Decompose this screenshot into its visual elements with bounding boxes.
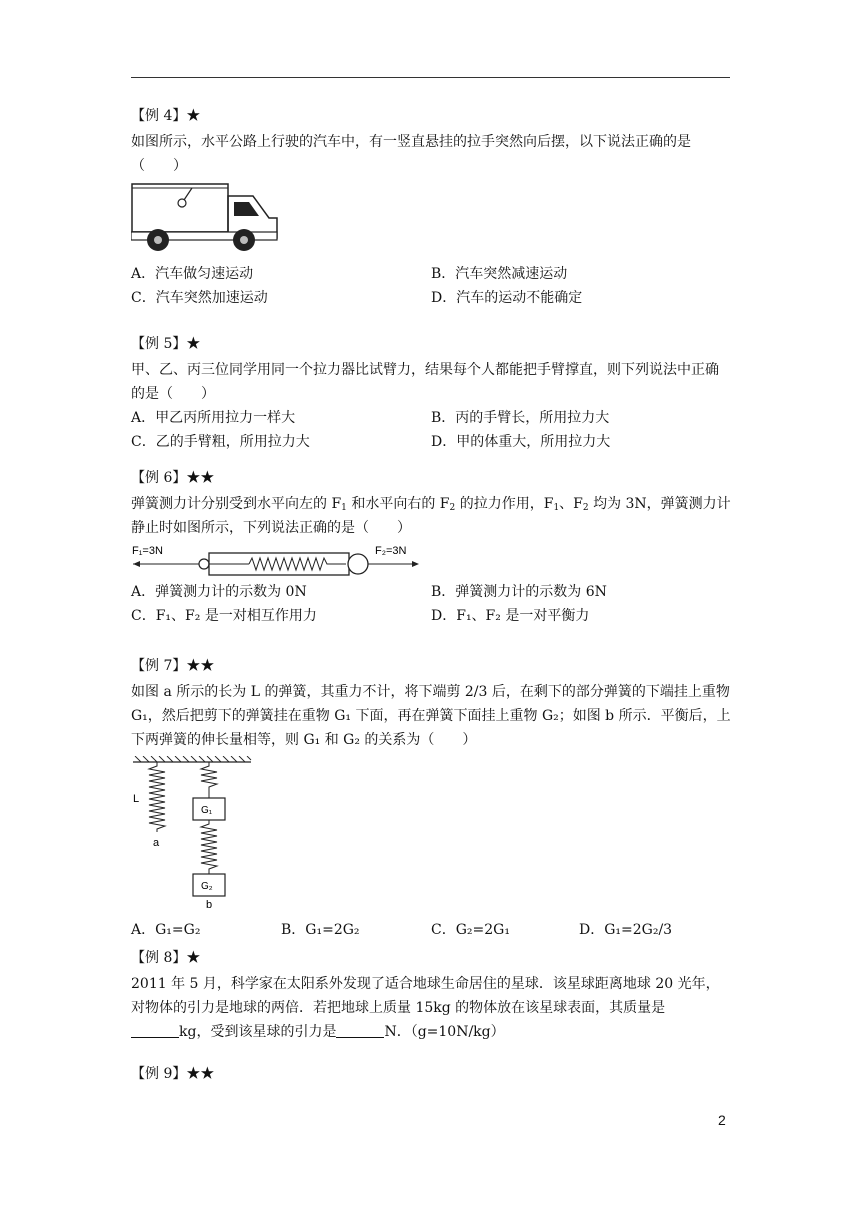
- example-4-options: [131, 262, 731, 310]
- label-g2: G₂: [201, 881, 213, 892]
- option-a: A．甲乙丙所用拉力一样大: [131, 410, 296, 426]
- option-c: C．乙的手臂粗，所用拉力大: [131, 434, 310, 450]
- answer-blank-1: [131, 1023, 179, 1038]
- option-b: B．汽车突然减速运动: [431, 266, 568, 282]
- example-7-text: 如图 a 所示的长为 L 的弹簧，其重力不计，将下端剪 2/3 后，在剩下的部分弹簧的下端挂上重物 G₁，然后把剪下的弹簧挂在重物 G₁ 下面，再在弹簧下面挂上重物 G₂；如图 b 所示．平衡后，上下两弹簧的伸长量相等，则 G₁ 和 G₂ 的关系为（ ）: [131, 684, 731, 748]
- example-7-header: 【例 7】★★: [131, 658, 215, 674]
- spring-scale-figure: [131, 540, 421, 578]
- page-number: 2: [718, 1112, 726, 1128]
- label-g1: G₁: [201, 805, 213, 816]
- answer-blank-2: [336, 1023, 384, 1038]
- example-6-header: 【例 6】★★: [131, 470, 215, 486]
- option-c: C．G₂=2G₁: [431, 922, 510, 938]
- example-5: [131, 334, 731, 454]
- label-a: a: [153, 837, 160, 849]
- example-6-text: 弹簧测力计分别受到水平向左的 $F_1$ 和水平向右的 $F_2$ 的拉力作用，$F_1$、$F_2$ 均为 3N，弹簧测力计静止时如图所示，下列说法正确的是（ ）: [131, 496, 731, 536]
- example-6-options: [131, 580, 731, 628]
- truck-figure: [131, 182, 279, 258]
- f1-label: F₁=3N: [132, 545, 163, 557]
- option-c: C．汽车突然加速运动: [131, 290, 268, 306]
- example-7: [131, 656, 731, 942]
- example-4-text: 如图所示，水平公路上行驶的汽车中，有一竖直悬挂的拉手突然向后摆，以下说法正确的是（ ）: [131, 134, 691, 174]
- option-c: C．F₁、F₂ 是一对相互作用力: [131, 608, 317, 624]
- example-8: [131, 948, 731, 1044]
- example-4: [131, 106, 731, 310]
- option-d: D．甲的体重大，所用拉力大: [431, 434, 611, 450]
- option-d: D．G₁=2G₂/3: [579, 922, 673, 938]
- two-springs-figure: [131, 756, 255, 914]
- option-b: B．丙的手臂长，所用拉力大: [431, 410, 610, 426]
- example-5-header: 【例 5】★: [131, 336, 201, 352]
- f2-label: F₂=3N: [375, 545, 407, 557]
- header-rule: [131, 77, 730, 78]
- example-5-options: [131, 406, 731, 454]
- example-7-options: [131, 918, 731, 942]
- option-b: B．G₁=2G₂: [281, 922, 360, 938]
- option-a: A．汽车做匀速运动: [131, 266, 254, 282]
- example-8-header: 【例 8】★: [131, 950, 201, 966]
- example-8-text: 2011 年 5 月，科学家在太阳系外发现了适合地球生命居住的星球．该星球距离地球 20 光年，对物体的引力是地球的两倍．若把地球上质量 15kg 的物体放在该星球表面，其质量是 kg，受到该星球的引力是 N．（g=10N/kg）: [131, 976, 720, 1040]
- example-6: [131, 468, 731, 628]
- example-5-text: 甲、乙、丙三位同学用同一个拉力器比试臂力，结果每个人都能把手臂撑直，则下列说法中正确的是（ ）: [131, 362, 719, 402]
- example-9: [131, 1064, 731, 1084]
- option-d: D．汽车的运动不能确定: [431, 290, 583, 306]
- option-b: B．弹簧测力计的示数为 6N: [431, 584, 607, 600]
- label-L: L: [133, 793, 140, 805]
- option-a: A．弹簧测力计的示数为 0N: [131, 584, 307, 600]
- example-9-header: 【例 9】★★: [131, 1066, 215, 1082]
- example-4-header: 【例 4】★: [131, 108, 201, 124]
- option-a: A．G₁=G₂: [131, 922, 201, 938]
- label-b: b: [206, 899, 213, 911]
- option-d: D．F₁、F₂ 是一对平衡力: [431, 608, 590, 624]
